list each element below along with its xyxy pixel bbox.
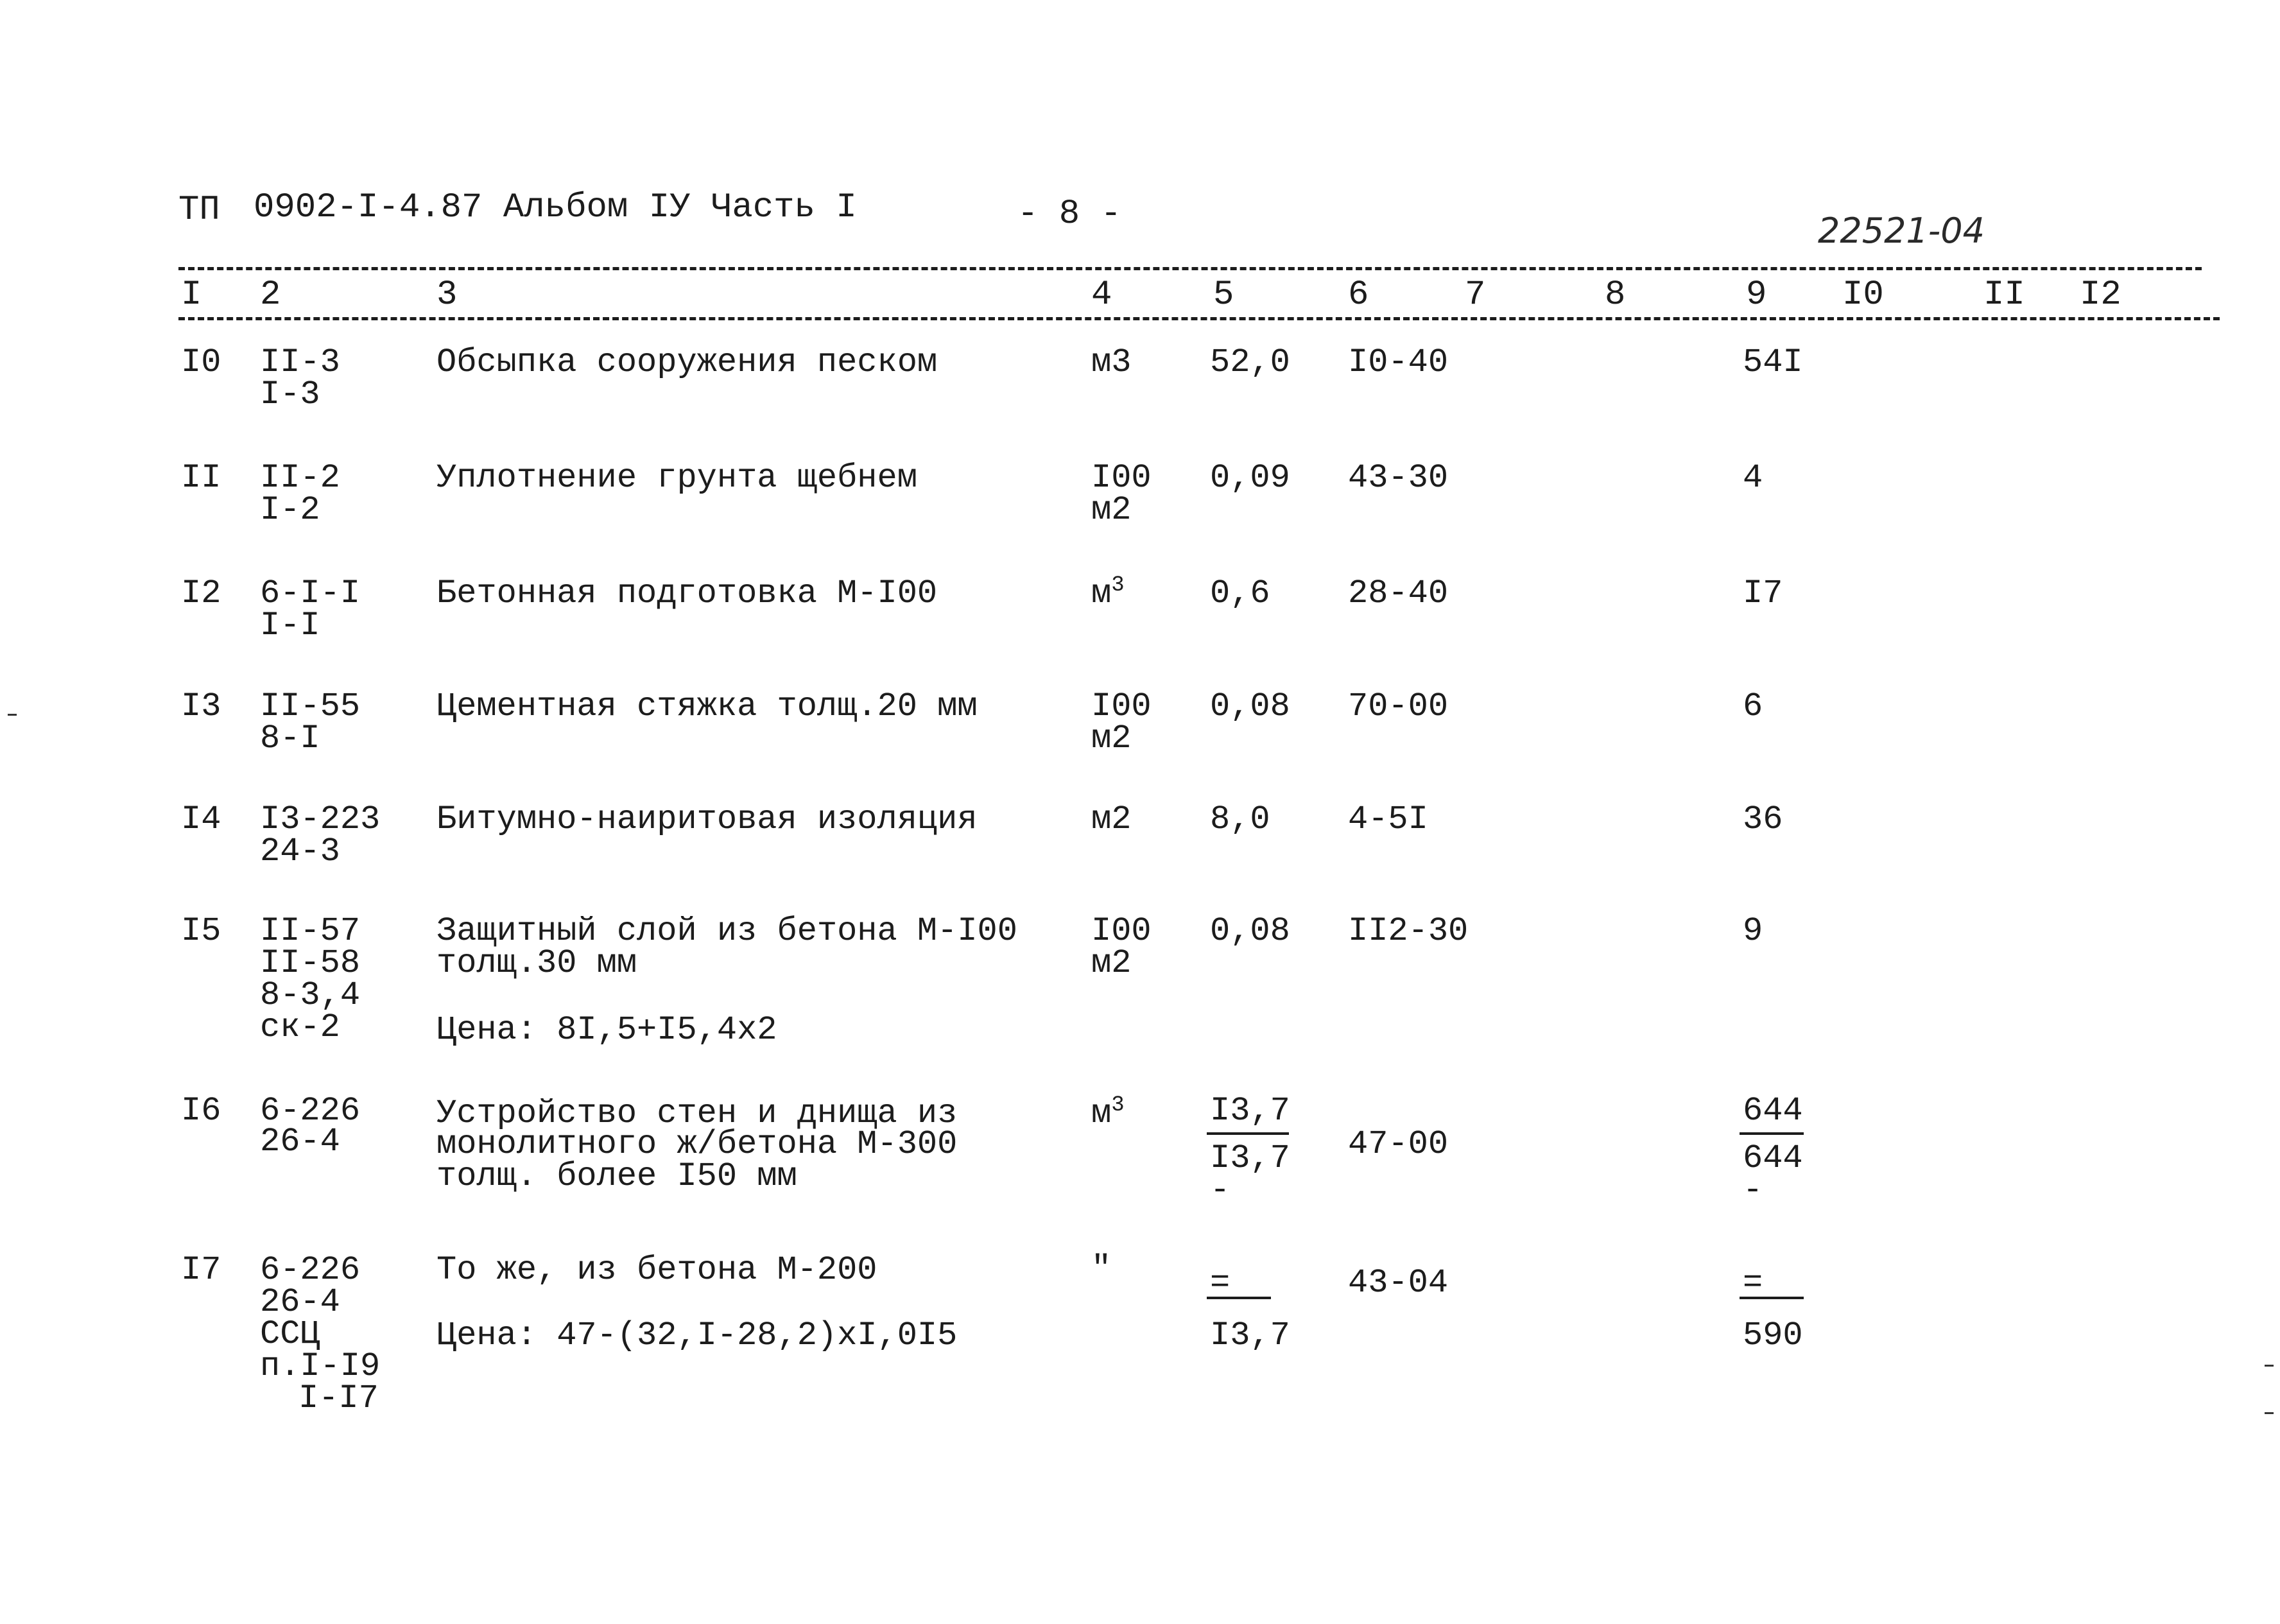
work-description: монолитного ж/бетона М-300 [436,1125,958,1163]
rate-code: 6-226 [260,1092,361,1130]
header-rule-top [178,267,2202,270]
work-description: Цементная стяжка толщ.20 мм [436,687,978,725]
total-cost: I7 [1743,574,1783,612]
rate-code: I-2 [260,491,320,529]
col-header-3: 3 [436,275,458,315]
col-header-12: I2 [2080,275,2121,315]
total-cost: 6 [1743,687,1763,725]
col-header-8: 8 [1605,275,1626,315]
price-note: Цена: 47-(32,I-28,2)xI,0I5 [436,1317,958,1354]
unit: I00 [1091,459,1152,497]
fraction-line [1740,1297,1804,1299]
total-cost: 9 [1743,912,1763,950]
quantity: 52,0 [1210,343,1290,381]
quantity-dash: - [1210,1171,1231,1209]
quantity-numerator: = [1210,1264,1231,1302]
rate-code: II-57 [260,912,361,950]
fraction-line [1207,1297,1271,1299]
unit-price: 70-00 [1348,687,1449,725]
doc-title: 0902-I-4.87 Альбом IУ Часть I [254,188,857,227]
unit: м2 [1091,491,1132,529]
rate-code: II-2 [260,459,340,497]
total-numerator: = [1743,1264,1763,1302]
row-number: I0 [181,343,221,381]
price-note: Цена: 8I,5+I5,4x2 [436,1011,777,1049]
unit: м3 [1091,343,1132,381]
col-header-6: 6 [1348,275,1369,315]
col-header-1: I [181,275,202,315]
scan-mark [2265,1365,2274,1367]
unit-price: I0-40 [1348,343,1449,381]
quantity-numerator: I3,7 [1210,1092,1290,1130]
rate-code: I3-223 [260,800,381,838]
handwritten-stamp-number: 22521-04 [1818,211,1985,251]
rate-code: 8-I [260,720,320,757]
rate-code: I-I [260,607,320,644]
rate-code: II-3 [260,343,340,381]
scan-mark [8,714,17,716]
rate-code: II-58 [260,944,361,982]
rate-code: 6-I-I [260,574,361,612]
unit [1091,573,1125,612]
row-number: I4 [181,800,221,838]
total-cost: 54I [1743,343,1803,381]
rate-code: 6-226 [260,1251,361,1289]
unit-price: 43-04 [1348,1264,1449,1302]
unit-base: м [1091,1094,1112,1132]
col-header-7: 7 [1465,275,1486,315]
total-cost: 4 [1743,459,1763,497]
work-description: Защитный слой из бетона М-I00 [436,912,1017,950]
rate-code: 26-4 [260,1123,340,1161]
total-cost: 36 [1743,800,1783,838]
col-header-9: 9 [1746,275,1767,315]
work-description: То же, из бетона М-200 [436,1251,877,1289]
rate-code: 26-4 [260,1283,340,1321]
quantity: 0,09 [1210,459,1290,497]
quantity: 8,0 [1210,800,1270,838]
work-description: Устройство стен и днища из [436,1094,958,1132]
scan-mark [2265,1412,2274,1414]
unit: м2 [1091,720,1132,757]
rate-code: 8-3,4 [260,976,361,1014]
quantity-denominator: I3,7 [1210,1317,1290,1354]
quantity: 0,08 [1210,912,1290,950]
quantity: 0,6 [1210,574,1270,612]
unit-price: 47-00 [1348,1125,1449,1163]
total-numerator: 644 [1743,1092,1803,1130]
col-header-2: 2 [260,275,281,315]
row-number: II [181,459,221,497]
unit-exponent: 3 [1111,1093,1125,1118]
total-denominator: 590 [1743,1317,1803,1354]
unit [1091,1093,1125,1132]
unit: I00 [1091,912,1152,950]
rate-code: I-3 [260,376,320,413]
work-description: толщ.30 мм [436,944,637,982]
unit: м2 [1091,944,1132,982]
rate-code: I-I7 [298,1379,379,1417]
col-header-11: II [1983,275,2025,315]
work-description: Обсыпка сооружения песком [436,343,938,381]
row-number: I5 [181,912,221,950]
quantity: 0,08 [1210,687,1290,725]
col-header-4: 4 [1091,275,1112,315]
col-header-10: I0 [1842,275,1884,315]
row-number: I3 [181,687,221,725]
unit-price: 43-30 [1348,459,1449,497]
unit-price: 28-40 [1348,574,1449,612]
row-number: I2 [181,574,221,612]
fraction-line [1740,1132,1804,1135]
rate-code: II-55 [260,687,361,725]
total-denominator: 644 [1743,1139,1803,1177]
row-number: I6 [181,1092,221,1130]
quantity-denominator: I3,7 [1210,1139,1290,1177]
header-rule-bottom [178,317,2220,320]
page-number: - 8 - [1017,194,1122,234]
row-number: I7 [181,1251,221,1289]
rate-code: ССЦ [260,1315,320,1353]
work-description: толщ. более I50 мм [436,1157,797,1195]
col-header-5: 5 [1213,275,1234,315]
work-description: Уплотнение грунта щебнем [436,459,917,497]
work-description: Бетонная подготовка М-I00 [436,574,938,612]
rate-code: п.I-I9 [260,1347,381,1385]
unit: I00 [1091,687,1152,725]
unit-exponent: 3 [1111,573,1125,598]
unit-price: II2-30 [1348,912,1469,950]
unit-ditto: " [1091,1250,1112,1288]
total-dash: - [1743,1171,1763,1209]
unit-base: м [1091,574,1112,612]
rate-code: ск-2 [260,1008,340,1046]
unit: м2 [1091,800,1132,838]
unit-price: 4-5I [1348,800,1428,838]
doc-code: ТП [178,191,220,230]
fraction-line [1207,1132,1289,1135]
work-description: Битумно-наиритовая изоляция [436,800,978,838]
rate-code: 24-3 [260,833,340,870]
